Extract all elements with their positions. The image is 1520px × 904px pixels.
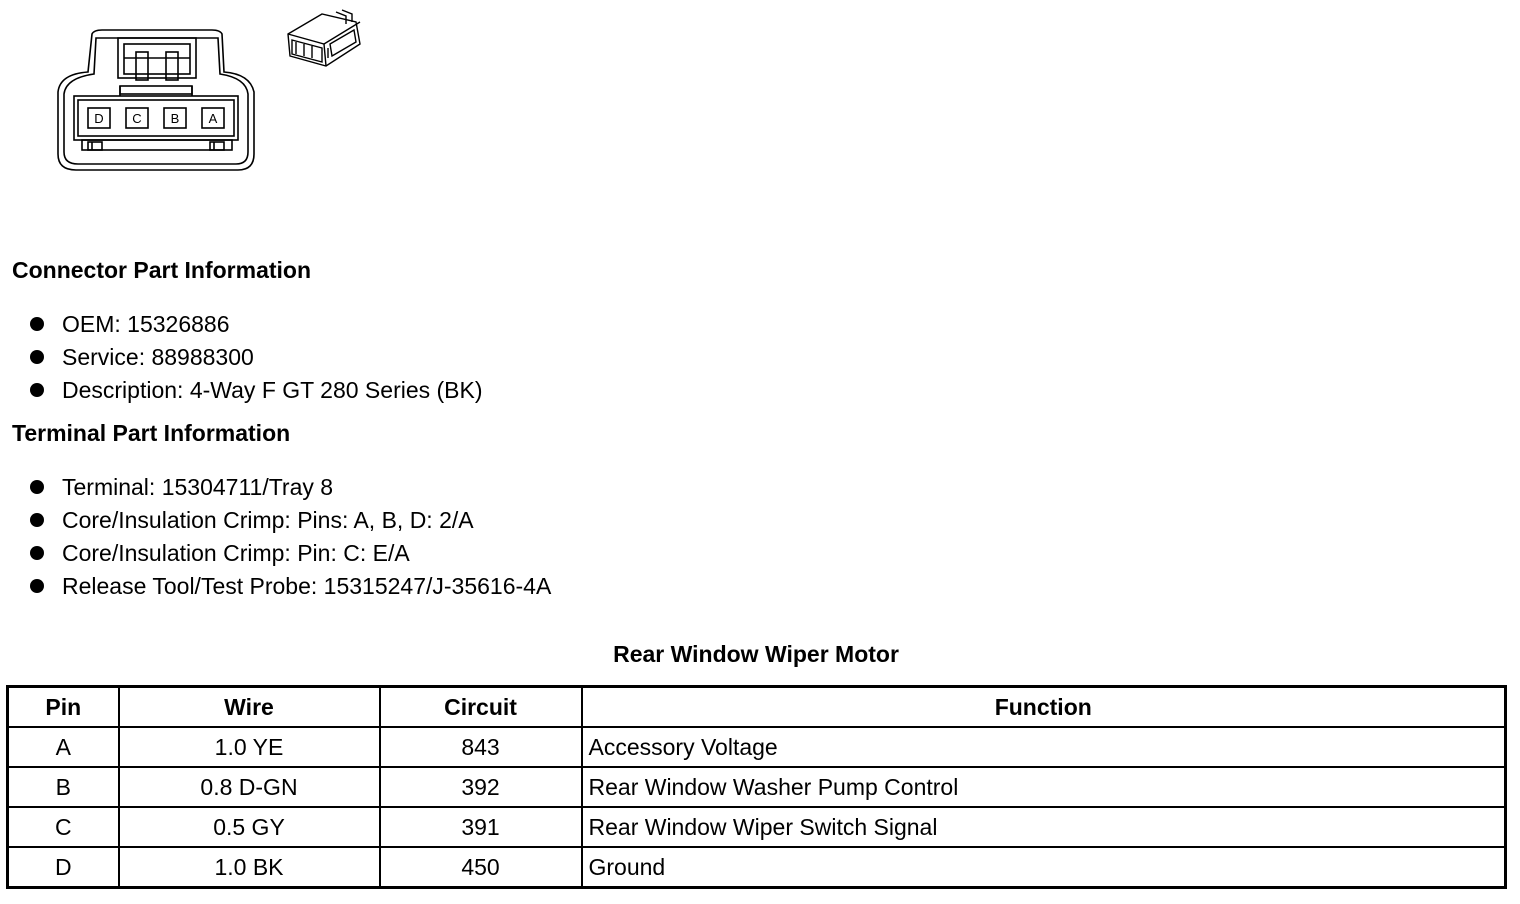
cell-circuit: 843 bbox=[380, 727, 582, 767]
table-row bbox=[8, 767, 1506, 807]
cell-pin: A bbox=[8, 727, 119, 767]
bullet-icon bbox=[30, 480, 44, 494]
connector-part-info-list bbox=[28, 308, 483, 407]
table-caption: Rear Window Wiper Motor bbox=[613, 641, 899, 667]
cell-pin: D bbox=[8, 847, 119, 888]
list-item: Release Tool/Test Probe: 15315247/J-35616-4A bbox=[28, 570, 551, 603]
cell-wire: 1.0 YE bbox=[119, 727, 380, 767]
pin-label-a: A bbox=[208, 111, 218, 126]
header-function: Function bbox=[582, 687, 1506, 728]
table-row bbox=[8, 847, 1506, 888]
cell-function: Ground bbox=[582, 847, 1506, 888]
list-item: Core/Insulation Crimp: Pins: A, B, D: 2/A bbox=[28, 504, 551, 537]
bullet-icon bbox=[30, 513, 44, 527]
cell-wire: 0.8 D-GN bbox=[119, 767, 380, 807]
list-item: Core/Insulation Crimp: Pin: C: E/A bbox=[28, 537, 551, 570]
list-item: OEM: 15326886 bbox=[28, 308, 483, 341]
cell-circuit: 450 bbox=[380, 847, 582, 888]
connector-3d-illustration bbox=[282, 8, 368, 72]
bullet-icon bbox=[30, 383, 44, 397]
terminal-part-info-heading: Terminal Part Information bbox=[12, 420, 291, 446]
bullet-icon bbox=[30, 350, 44, 364]
cell-pin: C bbox=[8, 807, 119, 847]
pin-label-b: B bbox=[170, 111, 180, 126]
cell-function: Rear Window Wiper Switch Signal bbox=[582, 807, 1506, 847]
pinout-table bbox=[6, 685, 1507, 889]
cell-wire: 1.0 BK bbox=[119, 847, 380, 888]
pin-label-c: C bbox=[132, 111, 142, 126]
terminal-part-info-list bbox=[28, 471, 551, 603]
header-circuit: Circuit bbox=[380, 687, 582, 728]
cell-circuit: 392 bbox=[380, 767, 582, 807]
table-row bbox=[8, 727, 1506, 767]
connector-face-diagram bbox=[52, 28, 262, 174]
header-pin: Pin bbox=[8, 687, 119, 728]
cell-wire: 0.5 GY bbox=[119, 807, 380, 847]
list-item: Description: 4-Way F GT 280 Series (BK) bbox=[28, 374, 483, 407]
table-row bbox=[8, 807, 1506, 847]
list-item: Service: 88988300 bbox=[28, 341, 483, 374]
header-wire: Wire bbox=[119, 687, 380, 728]
bullet-icon bbox=[30, 579, 44, 593]
cell-circuit: 391 bbox=[380, 807, 582, 847]
cell-function: Rear Window Washer Pump Control bbox=[582, 767, 1506, 807]
cell-function: Accessory Voltage bbox=[582, 727, 1506, 767]
pin-label-d: D bbox=[94, 111, 104, 126]
table-header-row bbox=[8, 687, 1506, 728]
list-item: Terminal: 15304711/Tray 8 bbox=[28, 471, 551, 504]
bullet-icon bbox=[30, 546, 44, 560]
bullet-icon bbox=[30, 317, 44, 331]
connector-part-info-heading: Connector Part Information bbox=[12, 257, 312, 283]
cell-pin: B bbox=[8, 767, 119, 807]
